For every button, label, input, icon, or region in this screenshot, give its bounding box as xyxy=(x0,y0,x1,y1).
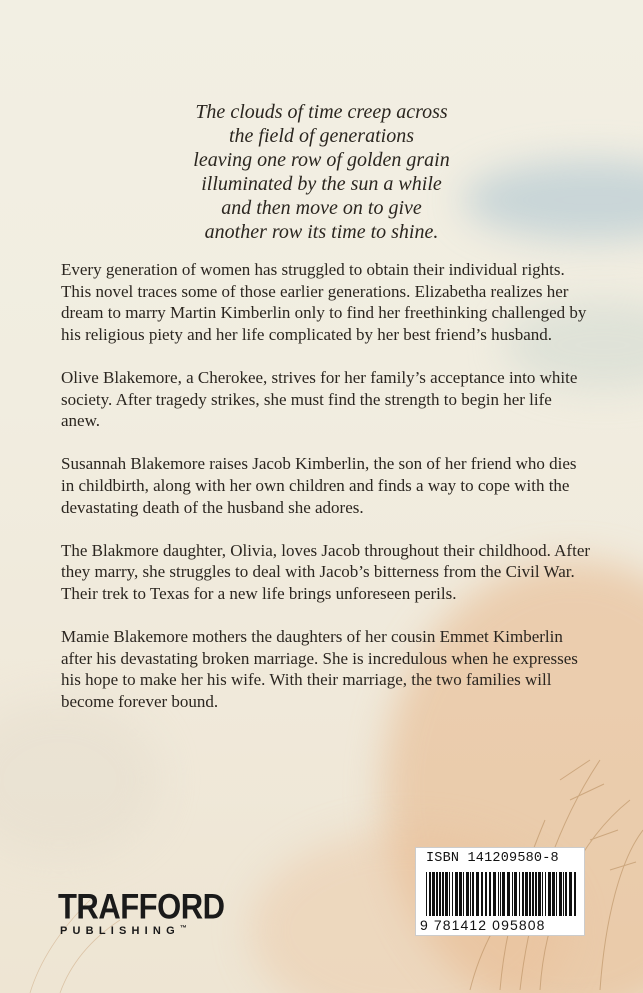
barcode-bar xyxy=(500,872,501,916)
poem-line: The clouds of time creep across xyxy=(195,101,448,123)
barcode-bar xyxy=(485,872,487,916)
barcode-bar xyxy=(502,872,505,916)
barcode-bar xyxy=(476,872,479,916)
publisher-sub-text: PUBLISHING xyxy=(60,925,180,937)
barcode-bar xyxy=(542,872,543,916)
barcode-bar xyxy=(538,872,541,916)
barcode-bar xyxy=(498,872,499,916)
barcode-bar xyxy=(472,872,474,916)
publisher-subtitle xyxy=(58,925,218,937)
blurb-paragraph: Every generation of women has struggled to obtain their individual rights. This novel traces some of those earlier generations. Elizabetha realizes her dream to marry Martin Kimberlin only to find her freethinking challenged by his religious piety and her life complicated by her best friend’s husband. xyxy=(61,260,587,344)
isbn-barcode xyxy=(415,847,585,936)
publisher-name: TRAFFORD xyxy=(58,886,225,927)
barcode-bar xyxy=(439,872,441,916)
barcode-bar xyxy=(574,872,576,916)
barcode-bar xyxy=(563,872,564,916)
publisher-logo xyxy=(58,886,225,937)
blurb-paragraph: Olive Blakemore, a Cherokee, strives for her family’s acceptance into white society. After tragedy strikes, she must find the strength to begin her life anew. xyxy=(61,367,578,431)
barcode-bar xyxy=(489,872,491,916)
barcode-bar xyxy=(426,872,427,916)
barcode-bar xyxy=(529,872,531,916)
barcode-bar xyxy=(548,872,551,916)
poem-line: leaving one row of golden grain xyxy=(193,149,450,171)
poem-line: another row its time to shine. xyxy=(204,221,439,243)
barcode-bar xyxy=(519,872,520,916)
poem-line: the field of generations xyxy=(229,125,414,147)
barcode-bar xyxy=(445,872,448,916)
barcode-bar xyxy=(545,872,546,916)
book-blurb xyxy=(61,259,591,734)
barcode-bar xyxy=(455,872,458,916)
barcode-bar xyxy=(569,872,572,916)
barcode-bar xyxy=(470,872,471,916)
barcode-bar xyxy=(514,872,517,916)
epigraph-poem xyxy=(0,100,643,244)
blurb-paragraph: Mamie Blakemore mothers the daughters of her cousin Emmet Kimberlin after his devastating broken marriage. She is incredulous when he expresses his hope to make her his wife. With their marriage, the two families will become forever bound. xyxy=(61,627,578,711)
barcode-bar xyxy=(463,872,464,916)
trademark-mark: ™ xyxy=(179,925,187,932)
barcode-bar xyxy=(432,872,435,916)
barcode-bar xyxy=(532,872,534,916)
barcode-bar xyxy=(556,872,557,916)
barcode-bar xyxy=(429,872,431,916)
barcode-bar xyxy=(512,872,513,916)
isbn-label: ISBN 141209580-8 xyxy=(426,851,559,866)
barcode-bar xyxy=(436,872,438,916)
barcode-bar xyxy=(481,872,483,916)
barcode-bar xyxy=(493,872,496,916)
barcode-bar xyxy=(525,872,528,916)
poem-line: and then move on to give xyxy=(221,197,422,219)
poem-line: illuminated by the sun a while xyxy=(201,173,442,195)
barcode-bar xyxy=(452,872,453,916)
barcode-bars xyxy=(424,872,578,916)
barcode-bar xyxy=(507,872,510,916)
barcode-bar xyxy=(449,872,450,916)
ean-digits: 9 781412 095808 xyxy=(420,917,546,933)
barcode-bar xyxy=(535,872,537,916)
barcode-bar xyxy=(466,872,469,916)
barcode-bar xyxy=(522,872,524,916)
barcode-bar xyxy=(552,872,555,916)
blurb-paragraph: The Blakmore daughter, Olivia, loves Jacob throughout their childhood. After they marry, she struggles to deal with Jacob’s bitterness from the Civil War. Their trek to Texas for a new life brings unforeseen perils. xyxy=(61,540,591,603)
barcode-bar xyxy=(442,872,444,916)
barcode-bar xyxy=(565,872,567,916)
blurb-paragraph: Susannah Blakemore raises Jacob Kimberlin, the son of her friend who dies in childbirth, along with her own children and finds a way to cope with the devastating death of the husband she adores. xyxy=(61,454,577,517)
barcode-bar xyxy=(459,872,462,916)
barcode-bar xyxy=(559,872,562,916)
